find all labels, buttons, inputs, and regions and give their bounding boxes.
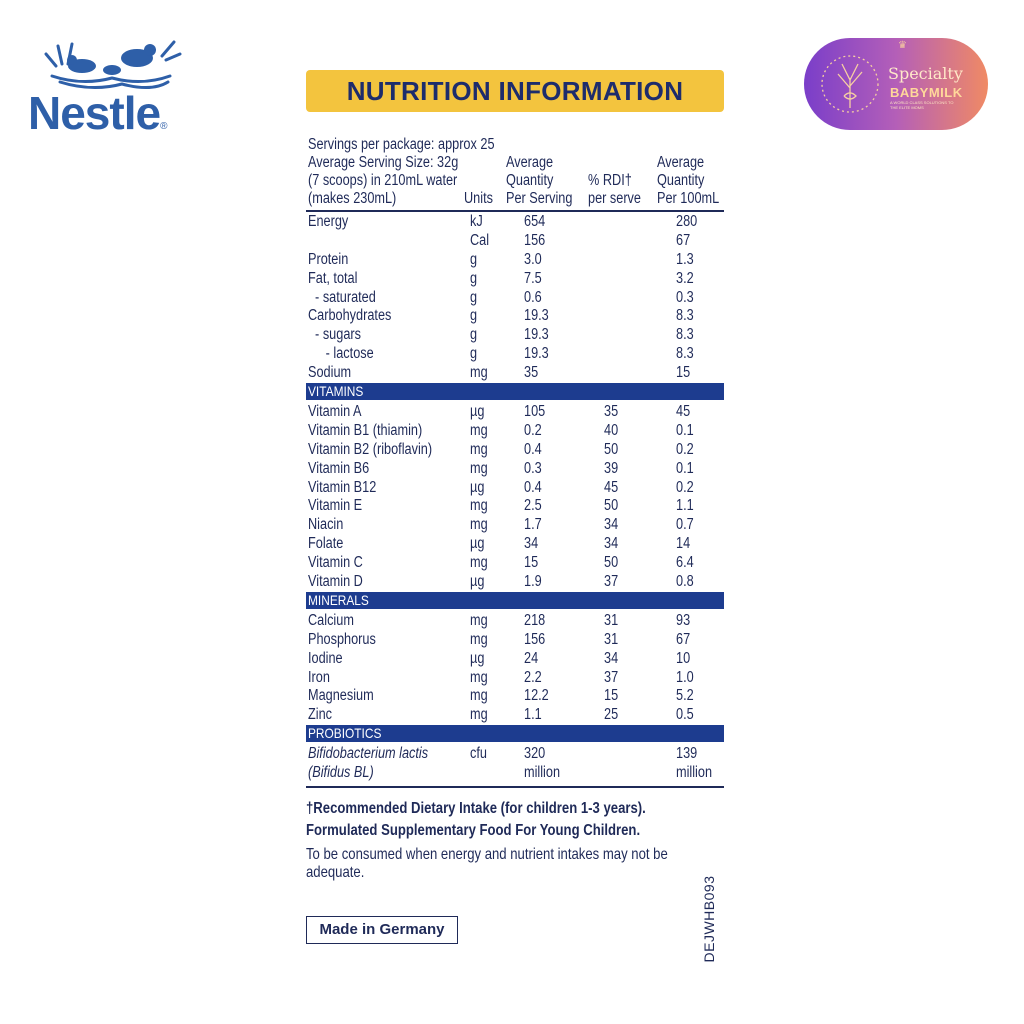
rdi-cell: 34 (604, 516, 619, 534)
nutrient-name: Vitamin B12 (308, 478, 377, 496)
per-serving-cell: 19.3 (524, 307, 549, 325)
probiotic-per-100ml: 139 million (676, 745, 713, 782)
vitamin-row (306, 553, 724, 572)
nutrient-name: Vitamin A (308, 403, 362, 421)
vitamin-row (306, 402, 724, 421)
nutrient-row (306, 363, 724, 382)
nutrition-title: NUTRITION INFORMATION (306, 70, 724, 112)
per-serving-cell: 156 (524, 231, 546, 249)
per-100ml-cell: 67 (676, 231, 691, 249)
badge-subtitle: BABYMILK (890, 85, 963, 100)
mineral-row (306, 686, 724, 705)
per-100ml-cell: 280 (676, 213, 698, 230)
vitamin-row (306, 534, 724, 553)
nutrient-name: Calcium (308, 611, 354, 629)
rdi-cell: 34 (604, 535, 619, 553)
unit-cell: µg (470, 403, 485, 421)
servings-info: Servings per package: approx 25 Average Serving Size: 32g (7 scoops) in 210mL water (makes 230mL) (308, 136, 495, 207)
nutrient-row (306, 325, 724, 344)
per-100ml-cell: 45 (676, 403, 691, 421)
per-100ml-cell: 1.1 (676, 497, 694, 515)
nutrient-name: - sugars (308, 326, 361, 344)
unit-cell: g (470, 326, 478, 344)
vitamins-table (306, 402, 724, 591)
unit-cell: mg (470, 687, 488, 705)
nutrient-name: Phosphorus (308, 630, 376, 648)
per-serving-cell: 19.3 (524, 345, 549, 363)
nestle-logo (28, 36, 188, 139)
main-nutrients (306, 212, 724, 382)
probiotics-heading: PROBIOTICS (306, 725, 724, 742)
per-serving-header: Average Quantity Per Serving (506, 154, 573, 207)
per-serving-cell: 0.2 (524, 421, 542, 439)
nutrient-row (306, 288, 724, 307)
nutrient-row (306, 250, 724, 269)
per-serving-cell: 0.4 (524, 478, 542, 496)
per-100ml-cell: 67 (676, 630, 691, 648)
nutrient-name: Vitamin B1 (thiamin) (308, 421, 423, 439)
per-100ml-cell: 1.0 (676, 668, 694, 686)
probiotic-row (306, 744, 724, 782)
unit-cell: µg (470, 573, 485, 591)
per-100ml-cell: 0.2 (676, 440, 694, 458)
per-serving-cell: 12.2 (524, 687, 549, 705)
rdi-cell: 40 (604, 421, 619, 439)
per-serving-cell: 105 (524, 403, 546, 421)
per-serving-cell: 2.5 (524, 497, 542, 515)
unit-cell: µg (470, 478, 485, 496)
per-100ml-cell: 14 (676, 535, 691, 553)
bird-nest-icon (42, 36, 182, 92)
rdi-cell: 45 (604, 478, 619, 496)
per-100ml-cell: 1.3 (676, 250, 694, 268)
per-100ml-cell: 0.1 (676, 459, 694, 477)
per-serving-cell: 218 (524, 611, 546, 629)
unit-cell: g (470, 307, 478, 325)
nutrient-name: Magnesium (308, 687, 374, 705)
mineral-row (306, 668, 724, 687)
vitamin-row (306, 459, 724, 478)
nutrient-name: Fat, total (308, 269, 358, 287)
per-serving-cell: 35 (524, 364, 539, 382)
mineral-row (306, 630, 724, 649)
per-100ml-cell: 8.3 (676, 345, 694, 363)
nutrient-name: - lactose (308, 345, 374, 363)
rdi-cell: 31 (604, 611, 619, 629)
rdi-cell: 34 (604, 649, 619, 667)
rdi-cell: 35 (604, 403, 619, 421)
rdi-cell: 37 (604, 573, 619, 591)
nutrient-row (306, 212, 724, 231)
unit-cell: mg (470, 668, 488, 686)
crown-icon: ♛ (898, 40, 907, 51)
per-100ml-cell: 5.2 (676, 687, 694, 705)
per-serving-cell: 3.0 (524, 250, 542, 268)
per-serving-cell: 156 (524, 630, 546, 648)
vitamin-row (306, 421, 724, 440)
unit-cell: g (470, 269, 478, 287)
rdi-cell: 15 (604, 687, 619, 705)
per-serving-cell: 24 (524, 649, 539, 667)
nutrient-name: Vitamin C (308, 554, 363, 572)
per-100ml-cell: 6.4 (676, 554, 694, 572)
nutrient-name: Vitamin D (308, 573, 363, 591)
per-100ml-cell: 93 (676, 611, 691, 629)
nutrient-name: Vitamin B2 (riboflavin) (308, 440, 433, 458)
per-100ml-cell: 15 (676, 364, 691, 382)
nutrition-panel (306, 70, 724, 882)
nutrient-name: - saturated (308, 288, 376, 306)
rdi-cell: 31 (604, 630, 619, 648)
unit-cell: mg (470, 630, 488, 648)
nutrient-name: Protein (308, 250, 349, 268)
unit-cell: mg (470, 440, 488, 458)
product-code: DEJWHB093 (701, 875, 717, 963)
probiotic-unit: cfu (470, 745, 487, 763)
rdi-cell: 25 (604, 706, 619, 724)
badge-title: Specialty (888, 64, 963, 83)
vitamin-row (306, 515, 724, 534)
nutrient-name: Iodine (308, 649, 343, 667)
unit-cell: µg (470, 535, 485, 553)
unit-cell: mg (470, 459, 488, 477)
nutrient-name: Niacin (308, 516, 344, 534)
unit-cell: mg (470, 554, 488, 572)
nutrient-name: Energy (308, 213, 349, 230)
rdi-cell: 50 (604, 554, 619, 572)
specialty-babymilk-badge (804, 38, 988, 130)
unit-cell: kJ (470, 213, 483, 230)
unit-cell: mg (470, 611, 488, 629)
vitamin-row (306, 496, 724, 515)
nutrient-row (306, 344, 724, 363)
per-serving-cell: 1.1 (524, 706, 542, 724)
per-serving-cell: 1.9 (524, 573, 542, 591)
nutrient-name: Vitamin B6 (308, 459, 370, 477)
per-serving-cell: 19.3 (524, 326, 549, 344)
unit-cell: mg (470, 364, 488, 382)
nutrient-name: Iron (308, 668, 330, 686)
vitamin-row (306, 478, 724, 497)
rdi-cell: 39 (604, 459, 619, 477)
per-serving-cell: 7.5 (524, 269, 542, 287)
unit-cell: mg (470, 706, 488, 724)
made-in-germany-box: Made in Germany (306, 916, 458, 944)
probiotic-per-serving: 320 million (524, 745, 561, 782)
food-classification: Formulated Supplementary Food For Young Children. (306, 822, 641, 840)
nutrient-name: Sodium (308, 364, 352, 382)
units-header: Units (464, 190, 493, 207)
per-serving-cell: 654 (524, 213, 546, 230)
unit-cell: g (470, 288, 478, 306)
per-100ml-header: Average Quantity Per 100mL (657, 154, 720, 207)
per-serving-cell: 0.4 (524, 440, 542, 458)
rdi-cell: 50 (604, 440, 619, 458)
mineral-row (306, 705, 724, 724)
nutrient-name: Folate (308, 535, 344, 553)
per-100ml-cell: 0.5 (676, 706, 694, 724)
nutrient-row (306, 231, 724, 250)
mineral-row (306, 611, 724, 630)
per-serving-cell: 15 (524, 554, 539, 572)
per-serving-cell: 1.7 (524, 516, 542, 534)
tree-icon (818, 52, 882, 116)
mineral-row (306, 649, 724, 668)
per-serving-cell: 34 (524, 535, 539, 553)
per-serving-cell: 2.2 (524, 668, 542, 686)
per-100ml-cell: 3.2 (676, 269, 694, 287)
table-bottom-rule (306, 786, 724, 788)
vitamin-row (306, 572, 724, 591)
rdi-header: % RDI† per serve (588, 172, 641, 207)
per-100ml-cell: 0.2 (676, 478, 694, 496)
nutrient-name: Vitamin E (308, 497, 363, 515)
vitamin-row (306, 440, 724, 459)
per-100ml-cell: 0.7 (676, 516, 694, 534)
unit-cell: mg (470, 516, 488, 534)
nutrient-name: Carbohydrates (308, 307, 392, 325)
per-100ml-cell: 10 (676, 649, 691, 667)
table-header (306, 132, 724, 212)
rdi-cell: 50 (604, 497, 619, 515)
unit-cell: mg (470, 497, 488, 515)
per-serving-cell: 0.6 (524, 288, 542, 306)
nutrient-row (306, 269, 724, 288)
per-serving-cell: 0.3 (524, 459, 542, 477)
consumption-note: To be consumed when energy and nutrient intakes may not be adequate. (306, 846, 668, 882)
minerals-table (306, 611, 724, 724)
probiotic-name: Bifidobacterium lactis (Bifidus BL) (308, 745, 429, 782)
unit-cell: g (470, 250, 478, 268)
nestle-wordmark: Nestle® (28, 87, 167, 139)
per-100ml-cell: 0.3 (676, 288, 694, 306)
unit-cell: Cal (470, 231, 490, 249)
unit-cell: mg (470, 421, 488, 439)
badge-tagline: A WORLD CLASS SOLUTIONS TO THE ELITE MOMS (890, 100, 954, 110)
unit-cell: µg (470, 649, 485, 667)
vitamins-heading: VITAMINS (306, 383, 724, 400)
nutrient-name: Zinc (308, 706, 333, 724)
rdi-cell: 37 (604, 668, 619, 686)
per-100ml-cell: 8.3 (676, 307, 694, 325)
per-100ml-cell: 0.1 (676, 421, 694, 439)
unit-cell: g (470, 345, 478, 363)
minerals-heading: MINERALS (306, 592, 724, 609)
per-100ml-cell: 0.8 (676, 573, 694, 591)
nutrient-row (306, 306, 724, 325)
per-100ml-cell: 8.3 (676, 326, 694, 344)
rdi-footnote: †Recommended Dietary Intake (for children 1-3 years). (306, 800, 646, 818)
